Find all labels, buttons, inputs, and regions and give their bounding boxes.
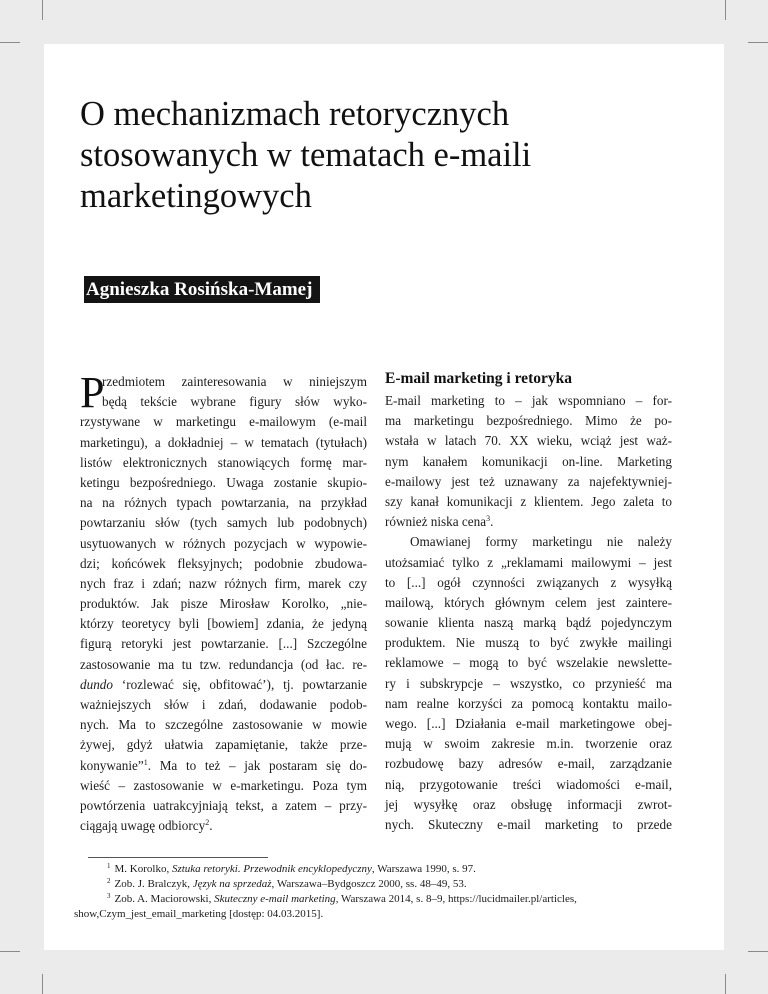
footnote-text: , Warszawa 2014, s. 8–9, https://lucidmailer.pl/articles, xyxy=(335,893,577,905)
text-line: rozbudowę bazy adresów e-mail, zarządzanie xyxy=(385,756,672,772)
text-fragment: również niska cena xyxy=(385,514,487,530)
text-line: e-mailowy jest też uznawany za najefektywniej- xyxy=(385,473,672,489)
footnote-number: 3 xyxy=(107,892,111,900)
footnote xyxy=(74,862,712,877)
text-line xyxy=(80,675,367,695)
text-line: ważniejszych słów i zdań, dodawanie podob- xyxy=(80,697,367,712)
text-line: reklamowe – mogą to być wszelakie newslette- xyxy=(385,655,672,671)
footnote-rule xyxy=(88,857,268,858)
footnote-ref[interactable]: 3 xyxy=(486,514,491,524)
text-line: wego. [...] Działania e-mail marketingowe obej- xyxy=(385,716,672,731)
footnote xyxy=(74,877,712,892)
title-line: O mechanizmach retorycznych xyxy=(80,95,510,133)
text-line: którzy teoretycy byli [bowiem] zdania, że jedyną xyxy=(80,616,367,632)
text-line: listów elektronicznych stanowiących formę mar- xyxy=(80,454,367,470)
text-line: wieść – zastosowanie w e-marketingu. Poza tym xyxy=(80,777,367,793)
footnote-continuation: show,Czym_jest_email_marketing [dostęp: 04.03.2015]. xyxy=(74,908,324,920)
text-line: zastosowanie ma tu tzw. redundancja (od łac. re- xyxy=(80,656,367,672)
article-title xyxy=(80,94,680,217)
text-line: jej wysyłkę oraz obsługę informacji zwrot- xyxy=(385,796,672,812)
paper-page xyxy=(44,44,724,950)
text-line: nam realne korzyści za pomocą kontaktu mailo- xyxy=(385,695,672,711)
footnote-ref[interactable]: 1 xyxy=(143,757,148,767)
text-line: utożsamiać tylko z „reklamami mailowymi – jest xyxy=(385,554,672,570)
text-line: żywej, gdyż ułatwia zapamiętanie, także prze- xyxy=(80,737,367,753)
crop-mark xyxy=(42,0,43,20)
text-line: mailową, których głównym celem jest zaintere- xyxy=(385,594,672,610)
text-line xyxy=(80,816,367,836)
text-line xyxy=(80,756,367,776)
section-heading: E-mail marketing i retoryka xyxy=(385,370,572,387)
text-line: rzedmiotem zainteresowania w niniejszym xyxy=(102,374,367,389)
latin-word: dundo xyxy=(80,676,113,692)
footnote-text: , Warszawa 1990, s. 97. xyxy=(371,863,476,875)
text-line: Omawianej formy marketingu nie należy xyxy=(410,534,672,550)
crop-mark xyxy=(0,42,20,43)
text-line: rzystywane w marketingu e-mailowym (e-mail xyxy=(80,414,367,430)
text-line: nią, przygotowanie treści wiadomości e-mail, xyxy=(385,776,672,792)
text-line: figurą retoryki jest powtarzanie. [...] Szczególne xyxy=(80,636,367,652)
text-line: szy kanał komunikacji z klientem. Jego zaleta to xyxy=(385,493,672,509)
text-line: produktem. Nie muszą to być zwykłe mailingi xyxy=(385,635,672,651)
text-line: usytuowanych w różnych pozycjach w wypowie- xyxy=(80,535,367,551)
footnote xyxy=(74,892,712,907)
crop-mark xyxy=(725,974,726,994)
text-fragment: konywanie” xyxy=(80,757,144,773)
text-line: wstała w latach 70. XX wieku, wciąż jest waż- xyxy=(385,433,672,449)
right-column xyxy=(385,372,672,835)
text-line: produktów. Jak pisze Mirosław Korolko, „nie- xyxy=(80,596,367,612)
text-fragment: . xyxy=(490,514,494,530)
footnote-title: Język na sprzedaż xyxy=(192,878,272,890)
crop-mark xyxy=(0,951,20,952)
text-line: powtórzenia uatrakcyjniają tekst, a zatem – przy- xyxy=(80,797,367,813)
footnote-text: M. Korolko, xyxy=(114,863,172,875)
text-line: na na różnych typach powtarzania, na przykład xyxy=(80,495,367,511)
text-line xyxy=(385,512,672,532)
footnote-number: 1 xyxy=(107,862,111,870)
crop-mark xyxy=(42,974,43,994)
text-line: ketingu bezpośredniego. Uwaga zostanie skupio- xyxy=(80,474,367,490)
footnotes xyxy=(74,862,712,922)
text-line: marketingu), a dokładniej – w tematach (tytułach) xyxy=(80,434,367,450)
left-column xyxy=(80,368,367,836)
text-line: ry i subskrypcje – wszystko, co przynieść ma xyxy=(385,675,672,691)
text-line: dzi; końcówek fleksyjnych; podobnie zbudowa- xyxy=(80,555,367,571)
text-line: będą tekście wybrane figury słów wyko- xyxy=(102,394,367,410)
text-fragment: . xyxy=(209,818,213,834)
footnote-text: , Warszawa–Bydgoszcz 2000, ss. 48–49, 53. xyxy=(271,878,467,890)
author-name: Agnieszka Rosińska-Mamej xyxy=(84,276,320,303)
title-line: marketingowych xyxy=(80,177,312,215)
crop-mark xyxy=(725,0,726,20)
footnote-title: Sztuka retoryki. Przewodnik encyklopedyczny xyxy=(171,863,372,875)
crop-mark xyxy=(748,951,768,952)
text-line: sowanie klienta naszą marką bądź pojedynczym xyxy=(385,615,672,631)
drop-cap: P xyxy=(80,368,105,417)
text-fragment: ‘rozlewać się, obfitować’), tj. powtarzanie xyxy=(112,676,367,692)
footnote-ref[interactable]: 2 xyxy=(205,818,210,828)
text-line: nych. Ma to szczególne zastosowanie w mowie xyxy=(80,717,367,733)
text-line: E-mail marketing to – jak wspomniano – for- xyxy=(385,393,672,408)
text-fragment: . Ma to też – jak postaram się do- xyxy=(147,757,367,773)
text-line: ma marketingu bezpośredniego. Mimo że po- xyxy=(385,413,672,429)
crop-mark xyxy=(748,42,768,43)
footnote-number: 2 xyxy=(107,877,111,885)
footnote-text: Zob. A. Maciorowski, xyxy=(114,893,215,905)
text-line: mują w swoim zakresie m.in. tworzenie oraz xyxy=(385,736,672,752)
text-line: nych fraz i zdań; nazw różnych firm, marek czy xyxy=(80,575,367,591)
footnote-text: Zob. J. Bralczyk, xyxy=(114,878,193,890)
text-line: nych. Skuteczny e-mail marketing to przede xyxy=(385,816,672,832)
title-line: stosowanych w tematach e-maili xyxy=(80,136,532,174)
text-fragment: ciągają uwagę odbiorcy xyxy=(80,818,206,834)
text-line: nym kanałem komunikacji on-line. Marketing xyxy=(385,453,672,469)
text-line: to [...] ogół czynności związanych z wysyłką xyxy=(385,574,672,590)
text-line: powtarzaniu słów (tych samych lub podobnych) xyxy=(80,515,367,531)
footnote-title: Skuteczny e-mail marketing xyxy=(214,893,336,905)
